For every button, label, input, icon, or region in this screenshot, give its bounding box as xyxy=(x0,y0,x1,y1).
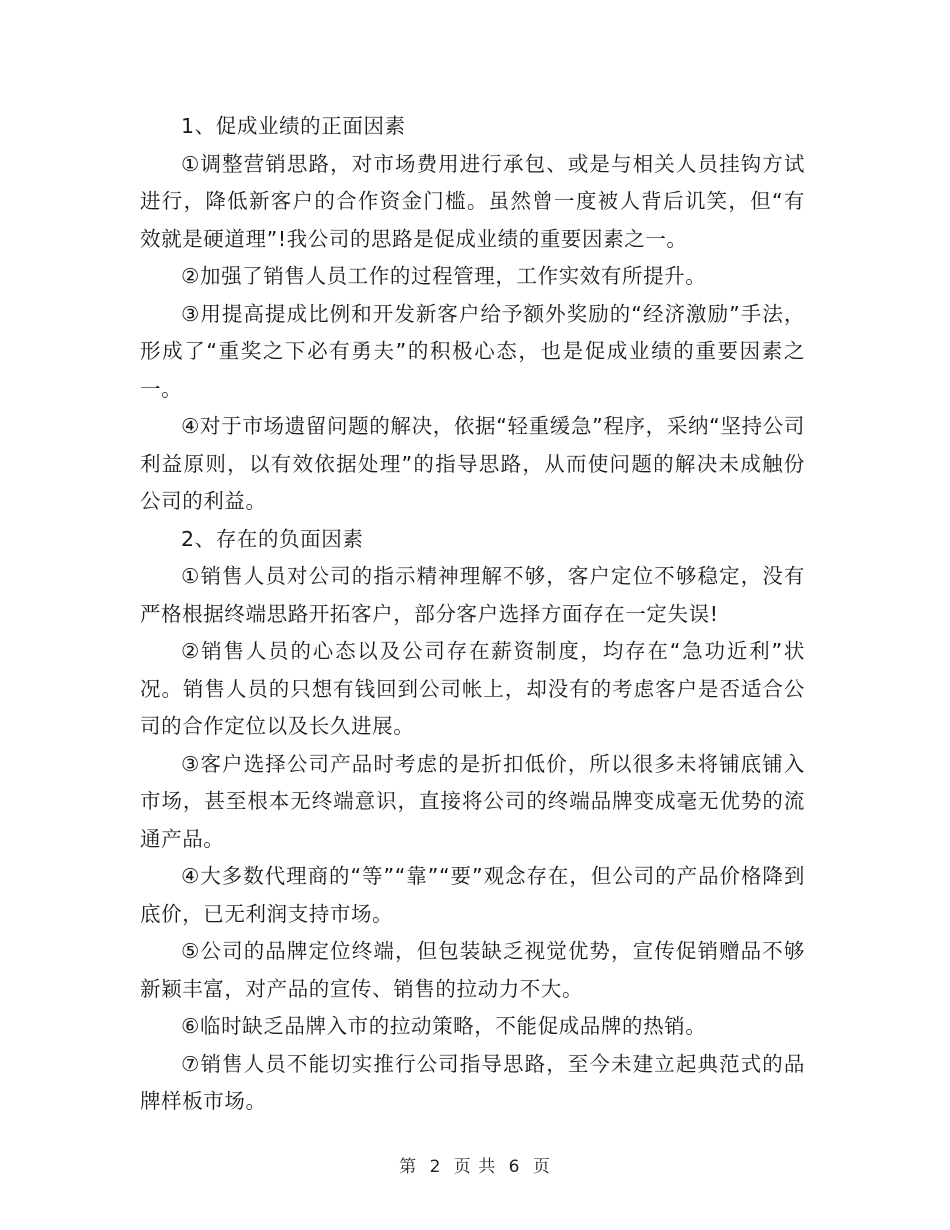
negative-item-1: ①销售人员对公司的指示精神理解不够，客户定位不够稳定，没有严格根据终端思路开拓客户，部分客户选择方面存在一定失误! xyxy=(140,564,805,626)
document-body xyxy=(140,108,805,1121)
section-heading-positive: 1、促成业绩的正面因素 xyxy=(181,114,406,138)
footer-prefix: 第 xyxy=(399,1157,418,1177)
positive-item-2: ②加强了销售人员工作的过程管理，工作实效有所提升。 xyxy=(181,264,707,288)
negative-item-3: ③客户选择公司产品时考虑的是折扣低价，所以很多未将铺底铺入市场，甚至根本无终端意识，直接将公司的终端品牌变成毫无优势的流通产品。 xyxy=(140,751,805,851)
footer-middle: 页 共 xyxy=(453,1157,497,1177)
positive-item-1: ①调整营销思路，对市场费用进行承包、或是与相关人员挂钩方试进行，降低新客户的合作资金门槛。虽然曾一度被人背后讥笑，但“有效就是硬道理”!我公司的思路是促成业绩的重要因素之一。 xyxy=(140,151,805,251)
negative-item-6: ⑥临时缺乏品牌入市的拉动策略，不能促成品牌的热销。 xyxy=(181,1014,707,1038)
positive-item-4: ④对于市场遗留问题的解决，依据“轻重缓急”程序，采纳“坚持公司利益原则，以有效依据处理”的指导思路，从而使问题的解决未成触份公司的利益。 xyxy=(140,414,805,513)
negative-item-5: ⑤公司的品牌定位终端，但包装缺乏视觉优势，宣传促销赠品不够新颖丰富，对产品的宣传、销售的拉动力不大。 xyxy=(140,939,805,1001)
total-pages-number: 6 xyxy=(508,1157,521,1177)
current-page-number: 2 xyxy=(429,1157,442,1177)
footer-suffix: 页 xyxy=(532,1157,551,1177)
section-heading-negative: 2、存在的负面因素 xyxy=(181,526,364,551)
positive-item-3: ③用提高提成比例和开发新客户给予额外奖励的“经济激励”手法，形成了“重奖之下必有勇夫”的积极心态，也是促成业绩的重要因素之一。 xyxy=(140,301,805,401)
negative-item-7: ⑦销售人员不能切实推行公司指导思路，至今未建立起典范式的品牌样板市场。 xyxy=(140,1051,805,1113)
page-number-footer xyxy=(0,1152,950,1177)
negative-item-4: ④大多数代理商的“等”“靠”“要”观念存在，但公司的产品价格降到底价，已无利润支持市场。 xyxy=(140,864,805,926)
negative-item-2: ②销售人员的心态以及公司存在薪资制度，均存在“急功近利”状况。销售人员的只想有钱回到公司帐上，却没有的考虑客户是否适合公司的合作定位以及长久进展。 xyxy=(140,639,805,738)
